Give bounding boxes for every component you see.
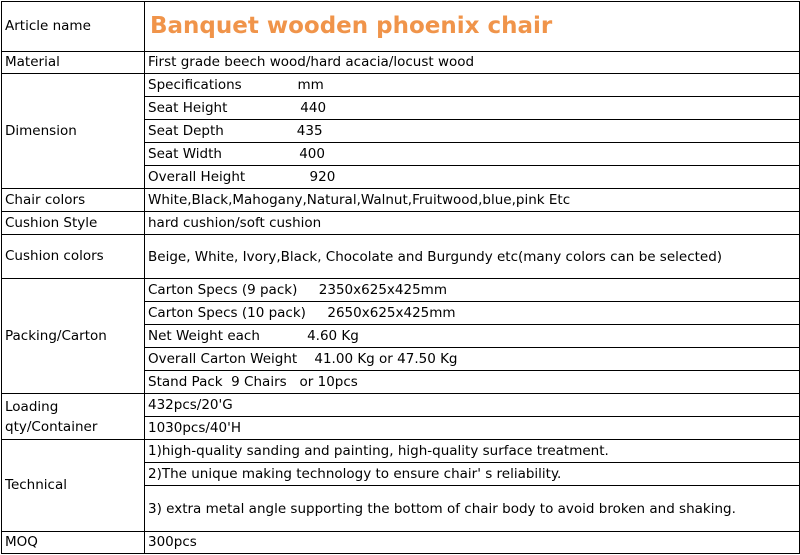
table-row bbox=[2, 440, 800, 463]
cushion-style-label: Cushion Style bbox=[2, 212, 145, 235]
chair-colors-label: Chair colors bbox=[2, 189, 145, 212]
technical-line-1: 1)high-quality sanding and painting, high-quality surface treatment. bbox=[145, 440, 800, 463]
dimension-seat-width: Seat Width 400 bbox=[145, 143, 800, 166]
table-row bbox=[2, 52, 800, 74]
moq-label: MOQ bbox=[2, 532, 145, 554]
dimension-label: Dimension bbox=[2, 74, 145, 189]
table-row bbox=[2, 189, 800, 212]
dimension-specifications: Specifications mm bbox=[145, 74, 800, 97]
packing-net-weight: Net Weight each 4.60 Kg bbox=[145, 325, 800, 348]
loading-label: Loading qty/Container bbox=[2, 394, 145, 440]
dimension-seat-height: Seat Height 440 bbox=[145, 97, 800, 120]
dimension-seat-depth: Seat Depth 435 bbox=[145, 120, 800, 143]
packing-carton-specs-10: Carton Specs (10 pack) 2650x625x425mm bbox=[145, 302, 800, 325]
cushion-colors-label: Cushion colors bbox=[2, 235, 145, 279]
packing-carton-weight: Overall Carton Weight 41.00 Kg or 47.50 Kg bbox=[145, 348, 800, 371]
product-title: Banquet wooden phoenix chair bbox=[145, 2, 800, 52]
table-row bbox=[2, 2, 800, 52]
packing-label: Packing/Carton bbox=[2, 279, 145, 394]
table-row bbox=[2, 235, 800, 279]
table-row bbox=[2, 212, 800, 235]
table-row bbox=[2, 532, 800, 554]
moq-value: 300pcs bbox=[145, 532, 800, 554]
cushion-colors-value: Beige, White, Ivory,Black, Chocolate and Burgundy etc(many colors can be selected) bbox=[145, 235, 800, 279]
packing-stand-pack: Stand Pack 9 Chairs or 10pcs bbox=[145, 371, 800, 394]
cushion-style-value: hard cushion/soft cushion bbox=[145, 212, 800, 235]
dimension-overall-height: Overall Height 920 bbox=[145, 166, 800, 189]
table-row bbox=[2, 394, 800, 417]
article-name-label: Article name bbox=[2, 2, 145, 52]
table-row bbox=[2, 279, 800, 302]
material-label: Material bbox=[2, 52, 145, 74]
table-row bbox=[2, 74, 800, 97]
packing-carton-specs-9: Carton Specs (9 pack) 2350x625x425mm bbox=[145, 279, 800, 302]
material-value: First grade beech wood/hard acacia/locust wood bbox=[145, 52, 800, 74]
loading-40h: 1030pcs/40'H bbox=[145, 417, 800, 440]
technical-line-2: 2)The unique making technology to ensure chair' s reliability. bbox=[145, 463, 800, 486]
technical-label: Technical bbox=[2, 440, 145, 532]
spec-table bbox=[1, 1, 800, 554]
loading-20g: 432pcs/20'G bbox=[145, 394, 800, 417]
technical-line-3: 3) extra metal angle supporting the bottom of chair body to avoid broken and shaking. bbox=[145, 486, 800, 532]
chair-colors-value: White,Black,Mahogany,Natural,Walnut,Fruitwood,blue,pink Etc bbox=[145, 189, 800, 212]
